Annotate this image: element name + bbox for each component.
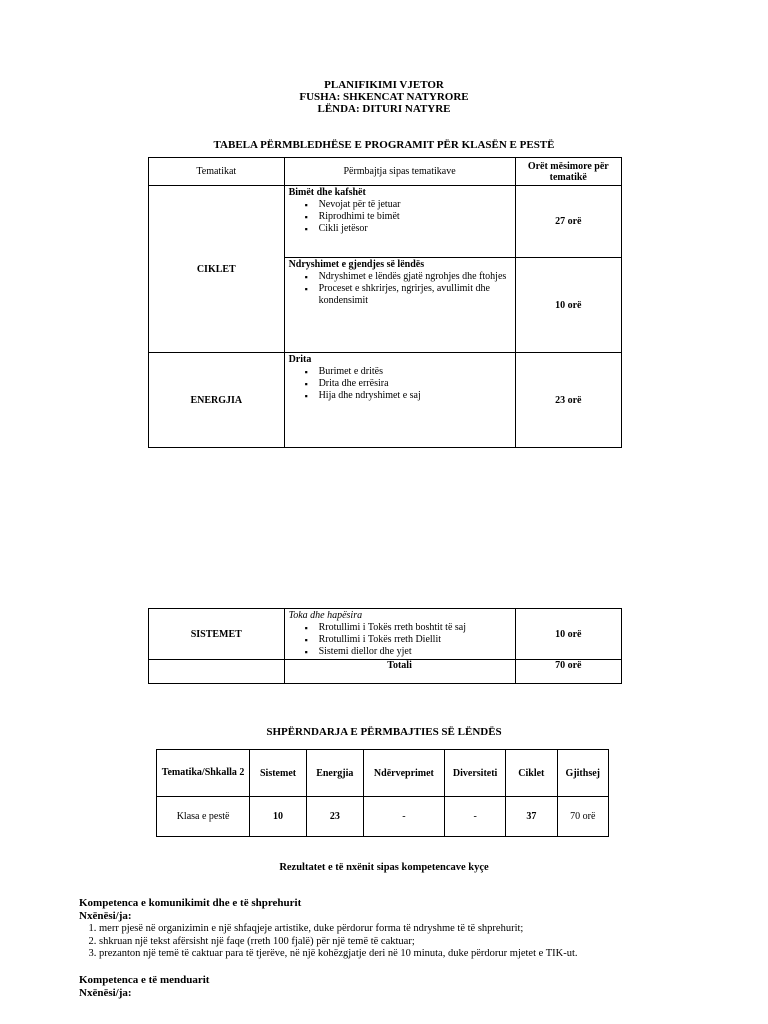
list-item: ▪ Drita dhe errësira	[319, 378, 511, 390]
topic-ciklet: CIKLET	[149, 186, 285, 353]
content-list	[289, 622, 511, 658]
hours-sistemet: 10 orë	[515, 609, 621, 660]
col-header-ciklet: Ciklet	[506, 750, 557, 797]
list-item: ▪ Cikli jetësor	[319, 223, 511, 235]
hours-energjia: 23 orë	[515, 353, 621, 448]
value-ciklet: 37	[506, 797, 557, 837]
value-sistemet: 10	[250, 797, 307, 837]
competence-communication	[79, 897, 719, 961]
section-heading: Kompetenca e të menduarit	[79, 974, 210, 986]
hours-ciklet-1: 27 orë	[515, 186, 621, 258]
program-summary-table	[148, 157, 622, 448]
col-header-nderveprimet: Ndërveprimet	[363, 750, 444, 797]
list-item: ▪ Hija dhe ndryshimet e saj	[319, 390, 511, 402]
field-title: FUSHA: SHKENCAT NATYRORE	[299, 91, 469, 103]
list-item: 2. shkruan një tekst afërsisht një faqe (rreth 100 fjalë) për një temë të caktuar;	[99, 936, 719, 949]
content-cell-sistemet	[284, 609, 515, 660]
content-cell-ciklet-1	[284, 186, 515, 258]
total-hours: 70 orë	[515, 660, 621, 684]
content-title: Ndryshimet e gjendjes së lëndës	[288, 259, 425, 270]
distribution-table	[156, 749, 609, 837]
list-item: 1. merr pjesë në organizimin e një shfaqjeje artistike, duke përdorur forma të ndryshme të të shprehurit;	[99, 923, 719, 936]
topic-sistemet: SISTEMET	[149, 609, 285, 660]
col-header-topics: Tematikat	[149, 158, 285, 186]
program-summary-table-continued	[148, 608, 622, 684]
content-title: Bimët dhe kafshët	[288, 187, 366, 198]
value-nderveprimet: -	[363, 797, 444, 837]
col-header-sistemet: Sistemet	[250, 750, 307, 797]
section-subheading: Nxënësi/ja:	[79, 987, 132, 999]
content-list	[289, 366, 511, 402]
row-label: Klasa e pestë	[157, 797, 250, 837]
list-item: ▪ Rrotullimi i Tokës rreth Diellit	[319, 634, 511, 646]
topic-energjia: ENERGJIA	[149, 353, 285, 448]
col-header-content: Përmbajtja sipas tematikave	[284, 158, 515, 186]
content-title: Toka dhe hapësira	[288, 610, 363, 621]
content-cell-ciklet-2	[284, 258, 515, 353]
value-energjia: 23	[306, 797, 363, 837]
col-header-grade: Tematika/Shkalla 2	[157, 750, 250, 797]
content-cell-energjia	[284, 353, 515, 448]
col-header-energjia: Energjia	[306, 750, 363, 797]
content-list	[289, 199, 511, 235]
competence-thinking	[79, 974, 719, 1000]
list-item: ▪ Nevojat për të jetuar	[319, 199, 511, 211]
list-item: ▪ Proceset e shkrirjes, ngrirjes, avullimit dhe kondensimit	[319, 283, 511, 307]
list-item: ▪ Rrotullimi i Tokës rreth boshtit të saj	[319, 622, 511, 634]
list-item: ▪ Sistemi diellor dhe yjet	[319, 646, 511, 658]
table2-title: SHPËRNDARJA E PËRMBAJTIES SË LËNDËS	[266, 726, 502, 738]
value-total: 70 orë	[557, 797, 608, 837]
list-item: 3. prezanton një temë të caktuar para të tjerëve, në një kohëzgjatje deri në 10 minuta, duke përdorur mjetet e TIK-ut.	[99, 948, 719, 961]
subject-title: LËNDA: DITURI NATYRE	[317, 103, 451, 115]
content-list	[289, 271, 511, 307]
col-header-hours: Orët mësimore për tematikë	[515, 158, 621, 186]
list-item: ▪ Burimet e dritës	[319, 366, 511, 378]
results-title: Rezultatet e të nxënit sipas kompetencave kyçe	[279, 862, 489, 873]
table1-title: TABELA PËRMBLEDHËSE E PROGRAMIT PËR KLASËN E PESTË	[213, 139, 555, 151]
section-heading: Kompetenca e komunikimit dhe e të shprehurit	[79, 897, 302, 909]
hours-ciklet-2: 10 orë	[515, 258, 621, 353]
list-item: ▪ Ndryshimet e lëndës gjatë ngrohjes dhe ftohjes	[319, 271, 511, 283]
value-diversiteti: -	[445, 797, 506, 837]
content-title: Drita	[288, 354, 312, 365]
col-header-diversiteti: Diversiteti	[445, 750, 506, 797]
list-item: ▪ Riprodhimi te bimët	[319, 211, 511, 223]
outcomes-list	[79, 923, 719, 961]
plan-title: PLANIFIKIMI VJETOR	[324, 79, 444, 91]
section-subheading: Nxënësi/ja:	[79, 910, 132, 922]
total-label: Totali	[284, 660, 515, 684]
col-header-total: Gjithsej	[557, 750, 608, 797]
